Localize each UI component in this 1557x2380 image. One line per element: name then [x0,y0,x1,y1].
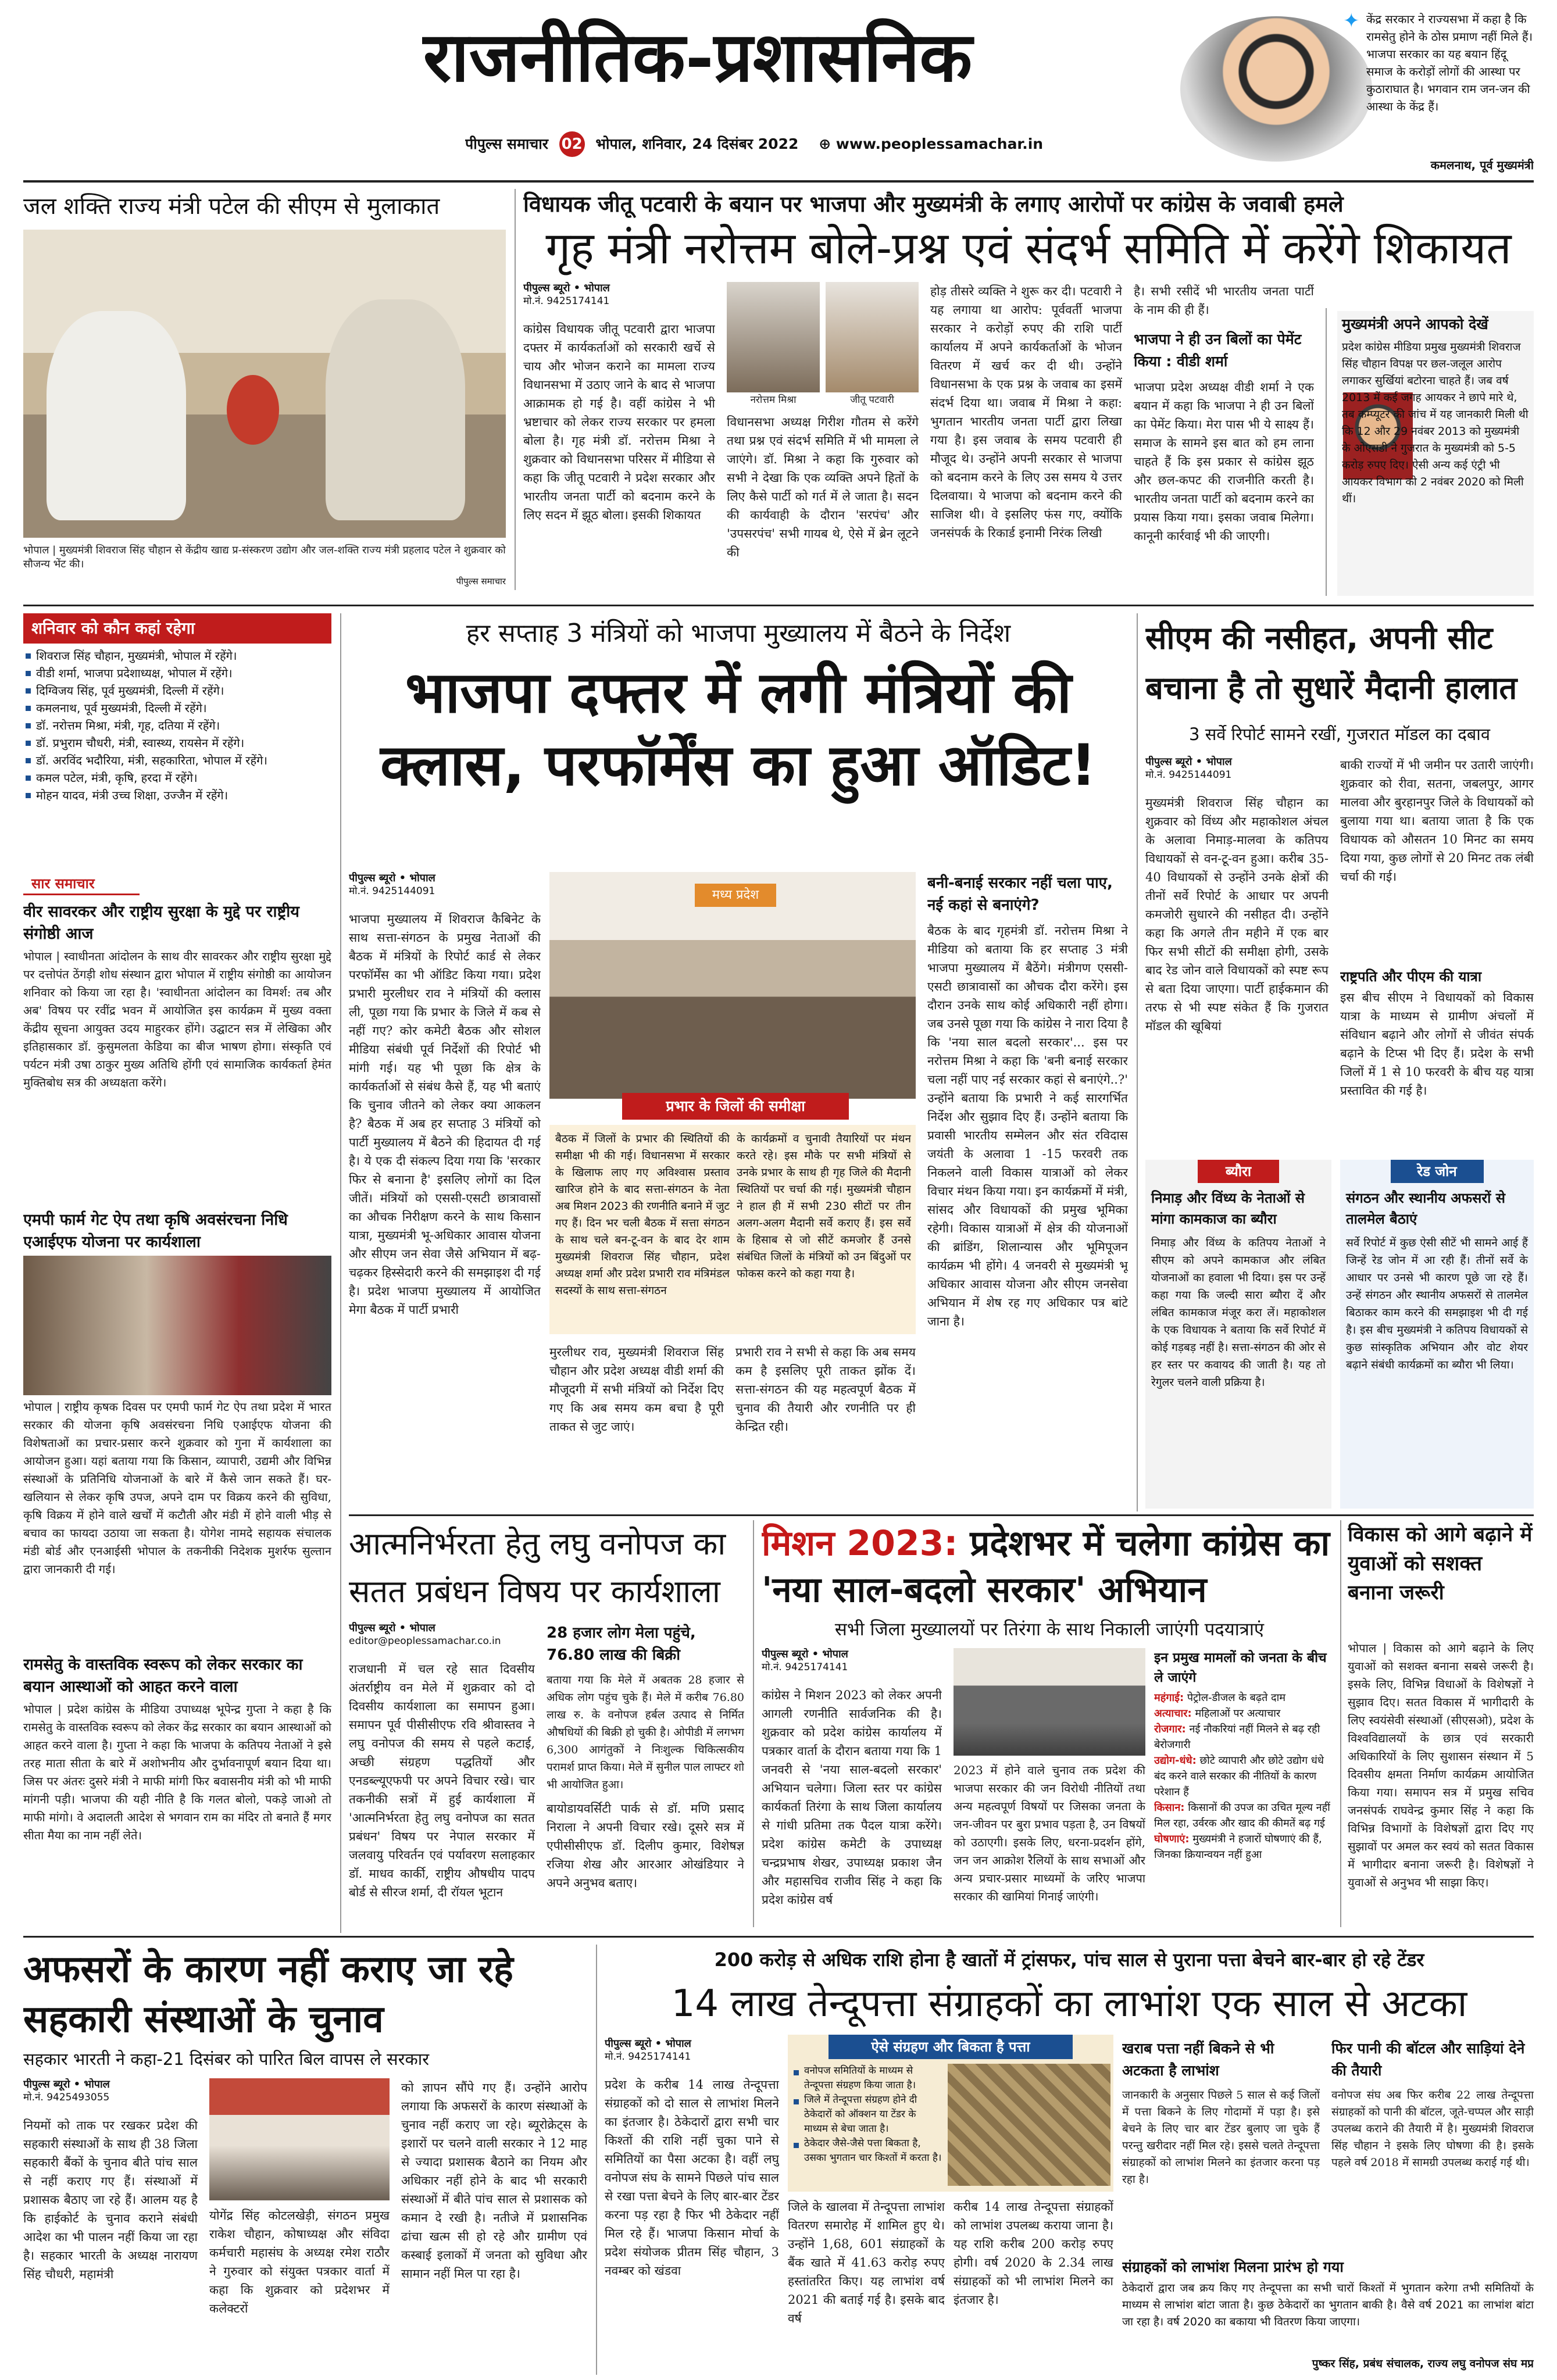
sub-3-title: संग्राहकों को लाभांश मिलना प्रारंभ हो गया [1122,2259,1344,2275]
sahkari-column-1: नियमों को ताक पर रखकर प्रदेश की सहकारी संस्थाओं के साथ ही 38 जिला सहकारी बैंकों के चुनाव बीते पांच साल से नहीं कराए गए हैं। संस्थाओं में प्रशासक बैठाए जा रहे हैं। आलम यह है कि हाईकोर्ट के चुनाव कराने संबंधी आदेश का भी पालन नहीं किया जा रहा है। सहकार भारती के अध्यक्ष नारायण सिंह चौधरी, महामंत्री [23,2118,198,2281]
news-1-title: वीर सावरकर और राष्ट्रीय सुरक्षा के मुद्दे पर राष्ट्रीय संगोष्ठी आज [23,903,299,943]
jitu-caption: जीतू पटवारी [850,394,894,406]
seat-headline: सीएम की नसीहत, अपनी सीट बचाना है तो सुधारें मैदानी हालात [1145,620,1517,706]
van-column-1: राजधानी में चल रहे सात दिवसीय अंतर्राष्ट्रीय वन मेले में शुक्रवार को दो दिवसीय कार्यशाला का समापन हुआ। समापन पूर्व पीसीसीएफ रवि श्रीवास्तव ने लघु वनोपज की समय से पहले कटाई, अच्छी संग्रहण पद्धतियों और एनडब्ल्यूएफपी पर अपने विचार रखे। चार तकनीकी सत्रों में हुई कार्यशाला में 'आत्मनिर्भरता हेतु लघु वनोपज का सतत प्रबंधन' विषय पर नेपाल सरकार में जलवायु परिवर्तन एवं पर्यावरण सलाहकार डॉ. माधव कार्की, राष्ट्रीय औषधीय पादप बोर्ड से सीरज शर्मा, दी रॉयल भूटान [349,1662,535,1899]
website: www.peoplessamachar.in [835,135,1044,152]
process-list [791,2064,942,2165]
list-item: वीडी शर्मा, भाजपा प्रदेशाध्यक्ष, भोपाल में रहेंगे। [23,664,331,682]
mission-byline: पीपुल्स ब्यूरो • भोपाल मो.नं. 9425174141 [762,1648,848,1673]
list-item: उद्योग-धंधे: छोटे व्यापारी और छोटे उद्योग धंधे बंद करने वाले सरकार की नीतियों के कारण परेशान हैं [1154,1754,1324,1798]
sidebar-cm-yourself [1337,311,1534,596]
news-3-text: भोपाल | प्रदेश कांग्रेस के मीडिया उपाध्यक्ष भूपेन्द्र गुप्ता ने कहा है कि रामसेतु के वास्तविक स्वरूप को लेकर केंद्र सरकार का बयान आस्थाओं को आहत करने वाला है। गुप्ता ने कहा कि भाजपा के कतिपय नेताओं ने इसे तरह माता सीता के बारे में अशोभनीय और दुर्भावनापूर्ण बयान दिया था। जिस पर अंतरः दुसरे मंत्री ने माफी मांगी फिर बवासनीय मंत्री को भी माफी मांगनी पड़ी। भाजपा की यही नीति है कि गलत बोलो, पकड़े जाओ तो माफी मांगो। वे अदालती आदेश से भगवान राम का मंदिर तो बनाते हैं मगर सीता मैया का नाम नहीं लेते। [23,1702,331,1842]
redzone-bar: रेड जोन [1391,1160,1484,1183]
section-title: राजनीतिक-प्रशासनिक [423,16,973,97]
main-byline: पीपुल्स ब्यूरो • भोपाल मो.नं. 9425144091 [349,872,435,897]
press-conference-photo [954,1648,1145,1756]
list-item: रोजगार: नई नौकरियां नहीं मिलने से बढ़ रही बेरोजगारी [1154,1723,1320,1751]
column-4: भाजपा प्रदेश अध्यक्ष वीडी शर्मा ने एक बयान में कहा कि भाजपा ने ही उन बिलों का पेमेंट किया। मेरा पास भी ये साक्ष्य हैं। समाज के सामने इस बात को हम लाना चाहते हैं कि इस प्रकार से कांग्रेस झूठ और छल-कपट की राजनीति करती है। भारतीय जनता पार्टी को बदनाम करने का प्रयास किया गया। इसका जवाब मिलेगा। कानूनी कार्रवाई भी की जाएगी। [1134,380,1314,543]
photo-caption: भोपाल | मुख्यमंत्री शिवराज सिंह चौहान से केंद्रीय खाद्य प्र-संस्करण उद्योग और जल-शक्ति राज्य मंत्री प्रहलाद पटेल ने शुक्रवार को सौजन्य भेंट की। [23,544,506,570]
mission-column-2: 2023 में होने वाले चुनाव तक प्रदेश की भाजपा सरकार की जन विरोधी नीतियों तथा अन्य महत्वपूर्ण विषयों पर जिसका जनता के जन-जीवन पर बुरा प्रभाव पड़ता है, उन विषयों को उठाएगी। इसके लिए, धरना-प्रदर्शन होंगे, जन जन आक्रोश रैलियों के साथ सभाओं और अन्य प्रचार-प्रसार माध्यमों के जरिए भाजपा सरकार की खामियां गिनाई जाएंगी। [954,1763,1145,1903]
main-kicker: हर सप्ताह 3 मंत्रियों को भाजपा मुख्यालय में बैठने के निर्देश [466,619,1011,648]
sub-2-title: फिर पानी की बॉटल और साड़ियां देने की तैयारी [1331,2040,1525,2079]
van-column-2: बताया गया कि मेले में अबतक 28 हजार से अधिक लोग पहुंच चुके हैं। मेले में करीब 76.80 लाख रु. के वनोपज हर्बल उत्पाद से निर्मित औषधियों की बिक्री हो चुकी है। ओपीडी में लगभग 6,300 आगंतुकों ने निःशुल्क चिकित्सकीय परामर्श प्राप्त किया। मेले में सुनील पाल लाफ्टर शो भी आयोजित हुआ। [547,1674,744,1791]
saar-bar: सार समाचार [23,872,140,895]
quote-attribution: कमलनाथ, पूर्व मुख्यमंत्री [1430,158,1534,172]
byora-title: निमाड़ और विंध्य के नेताओं से मांगा कामकाज का ब्यौरा [1151,1190,1305,1227]
tendu-kicker: 200 करोड़ से अधिक राशि होना है खातों में ट्रांसफर, पांच साल से पुराना पत्ता बेचने बार-बार हो रहे टेंडर [714,1949,1424,1971]
news-2-title: एमपी फार्म गेट ऐप तथा कृषि अवसंरचना निधि एआईएफ योजना पर कार्यशाला [23,1211,288,1251]
list-item: किसान: किसानों की उपज का उचित मूल्य नहीं मिल रहा, उर्वरक और खाद की कीमतें बढ़ गई [1154,1802,1330,1829]
photo-banner: मध्य प्रदेश [695,884,776,907]
seat-column-3: इस बीच सीएम ने विधायकों को विकास यात्रा के माध्यम से ग्रामीण अंचलों में संविधान बढ़ाने और लोगों से जीवंत संपर्क बढ़ाने के टिप्स भी दिए हैं। प्रदेश के सभी जिलों में 1 से 10 फरवरी के बीच यह यात्रा प्रस्तावित की गई है। [1340,991,1534,1098]
vikas-headline: विकास को आगे बढ़ाने में युवाओं को सशक्त बनाना जरूरी [1348,1523,1533,1604]
sahkari-column-3: को ज्ञापन सौंपे गए हैं। उन्होंने आरोप लगाया कि अफसरों के कारण संस्थाओं के चुनाव नहीं कराए जा रहे। ब्यूरोक्रेट्स के इशारों पर चलने वाली सरकार ने 12 माह से ज्यादा प्रशासक बैठाने का नियम और अधिकार नहीं होने के बाद भी सरकारी संस्थाओं में बीते पांच साल से प्रशासक को कमान दे रखी है। नतीजे में प्रशासनिक ढांचा खत्म सी हो रहे और ग्रामीण एवं कस्बाई इलाकों में जनता को सुविधा और सामान नहीं मिल पा रहा है। [401,2081,587,2281]
masthead [23,5,1534,186]
sub-3-attribution: पुष्कर सिंह, प्रबंध संचालक, राज्य लघु वनोपज संघ मप्र [1312,2357,1534,2370]
prabhar-text-1: बैठक में जिलों के प्रभार की स्थितियों की समीक्षा भी की गई। विधानसभा में सरकार के खिलाफ लाए गए अविश्वास प्रस्ताव खारिज होने के बाद सत्ता-संगठन के नेता अब मिशन 2023 की रणनीति बनाने में जुट गए हैं। दिन भर चली बैठक में सत्ता संगठन के साथ चले बन-टू-वन के बाद देर शाम मुख्यमंत्री शिवराज सिंह चौहान, प्रदेश अध्यक्ष शर्मा और प्रदेश प्रभारी राव मंत्रिमंडल सदस्यों के साथ सत्ता-संगठन [555,1132,730,1297]
van-column-3: बायोडायवर्सिटी पार्क से डॉ. मणि प्रसाद निराला ने अपनी विचार रखे। दूसरे सत्र में एपीसीसीएफ डॉ. दिलीप कुमार, विशेषज्ञ रजिया शेख और आरआर ओखंडियार ने अपने अनुभव बताए। [547,1802,744,1890]
byline: पीपुल्स ब्यूरो • भोपाल मो.नं. 9425174141 [523,282,610,307]
kicker: विधायक जीतू पटवारी के बयान पर भाजपा और मुख्यमंत्री के लगाए आरोपों पर कांग्रेस के जवाबी हमले [523,191,1344,217]
narottam-photo [727,282,820,392]
tendu-leaves-photo [948,2064,1110,2186]
meeting-photo [549,872,916,1099]
sidebar-title: मुख्यमंत्री अपने आपको देखें [1342,316,1488,333]
sub-3-text: ठेकेदारों द्वारा जब क्रय किए गए तेन्दूपत्ता का सभी चारों किश्तों में भुगतान करेगा तभी समितियों के माध्यम से लाभांश बांटा जाता है। कुछ ठेकेदारों का भुगतान बाकी है। वैसे वर्ष 2021 का लाभांश बांटा जा रहा है। वर्ष 2020 का बकाया भी वितरण किया जाएगा। [1122,2282,1534,2328]
mission-column-1: कांग्रेस ने मिशन 2023 को लेकर अपनी आगली रणनीति सार्वजनिक की है। शुक्रवार को प्रदेश कांग्रेस कार्यालय में पत्रकार वार्ता के दौरान बताया गया कि 1 जनवरी से 'नया साल-बदलो सरकार' अभियान चलेगा। जिला स्तर पर कांग्रेस कार्यकर्ता तिरंगा के साथ जिला कार्यालय से गांधी प्रतिमा तक पैदल यात्रा करेंगे। प्रदेश कांग्रेस कमेटी के उपाध्यक्ष चन्द्रप्रभाष शेखर, उपाध्यक्ष प्रकाश जैन और महासचिव राजीव सिंह ने कहा कि प्रदेश कांग्रेस वर्ष [762,1688,942,1907]
sub-2-text: वनोपज संघ अब फिर करीब 22 लाख तेन्दूपत्ता संग्राहकों को पानी की बॉटल, जूते-चप्पल और साड़ी उपलब्ध कराने की तैयारी में है। मुख्यमंत्री शिवराज सिंह चौहान ने इसके लिए घोषणा की है। इसके पहले वर्ष 2018 में सामग्री उपलब्ध कराई गई थी। [1331,2089,1534,2169]
issues-title: इन प्रमुख मामलों को जनता के बीच ले जाएंगे [1154,1650,1327,1685]
sahkari-photo [209,2078,390,2200]
list-item: दिग्विजय सिंह, पूर्व मुख्यमंत्री, दिल्ली में रहेंगे। [23,682,331,699]
seat-column-1: मुख्यमंत्री शिवराज सिंह चौहान का शुक्रवार को विंध्य और महाकोशल अंचल के अलावा निमाड़-मालवा के कतिपय विधायकों से वन-टू-वन हुआ। करीब 35-40 विधायकों से उन्होंने उनके क्षेत्रों की तीनों सर्वे रिपोर्ट के आधार पर अपनी कमजोरी सुधारने की नसीहत दी। उन्होंने कहा कि अगले तीन महीने में एक बार फिर सभी सीटों की समीक्षा होगी, उसके बाद रेड जोन वाले विधायकों को स्पष्ट रूप से बता दिया जाएगा। पार्टी हाईकमान की तरफ से भी स्पष्ट संकेत हैं कि गुजरात मॉडल की खूबियां [1145,796,1329,1033]
main-column-3: प्रभारी राव ने सभी से कहा कि अब समय कम है इसलिए पूरी ताकत झोंक दें। सत्ता-संगठन की यह महत्वपूर्ण बैठक में चुनाव की तैयारी और रणनीति पर ही केन्द्रित रही। [735,1345,916,1434]
byora-box [1145,1160,1331,1509]
list-item: ठेकेदार जैसे-जैसे पत्ता बिकता है, उसका भुगतान चार किश्तों में करता है। [791,2136,942,2165]
prabhar-text-2: के कार्यक्रमों व चुनावी तैयारियों पर मंथन करते रहे। इस मौके पर सभी मंत्रियों से उनके प्रभार के साथ ही गृह जिले की मैदानी स्थितियों पर चर्चा की गई। मुख्यमंत्री चौहान ने हाल ही में सभी 230 सीटों पर तीन अलग-अलग मैदानी सर्वे कराए हैं। इस सर्वे के हिसाब से जो सीटें कमजोर हैं उनसे संबंधित जिलों के मंत्रियों को उन बिंदुओं पर फोकस करने को कहा गया है। [737,1132,911,1280]
van-byline: पीपुल्स ब्यूरो • भोपाल editor@peoplessamachar.co.in [349,1622,501,1647]
tendu-headline: 14 लाख तेन्दूपत्ता संग्राहकों का लाभांश एक साल से अटका [671,1982,1467,2025]
paper-name: पीपुल्स समाचार [465,135,548,152]
vikas-text: भोपाल | विकास को आगे बढ़ाने के लिए युवाओं को सशक्त बनाना सबसे जरूरी है। इसके लिए, विभिन्न विधाओं के विशेषज्ञों ने सुझाव दिए। सतत विकास में भागीदारी के लिए स्वयंसेवी संस्थाओं (सीएसओ), प्रदेश के विश्वविद्यालयों के छात्र एवं सरकारी अधिकारियों के लिए सुशासन संस्थान में 5 दिवसीय क्षमता निर्माण कार्यक्रम आयोजित किया गया। समापन सत्र में प्रमुख सचिव जनसंपर्क राघवेन्द्र कुमार सिंह ने कहा कि विभिन्न विभागों के विशेषज्ञों द्वारा दिए गए सुझावों पर अमल कर स्वयं को सतत विकास में भागीदार बनाना जरूरी है। विशेषज्ञों ने युवाओं से अनुभव भी साझा किए। [1348,1641,1534,1889]
column-4-top: है। सभी रसीदें भी भारतीय जनता पार्टी के नाम की ही हैं। [1134,284,1314,317]
list-item: डॉ. नरोत्तम मिश्रा, मंत्री, गृह, दतिया में रहेंगे। [23,717,331,734]
quote-text: केंद्र सरकार ने राज्यसभा में कहा है कि रामसेतु होने के ठोस प्रमाण नहीं मिले हैं। भाजपा सरकार का यह बयान हिंदू समाज के करोड़ों लोगों की आस्था पर कुठाराघात है। भगवान राम जन-जन की आस्था के केंद्र हैं। [1366,12,1533,113]
sahkari-column-2: योगेंद्र सिंह कोटलखेड़ी, संगठन प्रमुख राकेश चौहान, कोषाध्यक्ष और संविदा कर्मचारी महासंघ के अध्यक्ष रमेश राठौर ने गुरुवार को संयुक्त पत्रकार वार्ता में कहा कि शुक्रवार को प्रदेशभर में कलेक्टरों [209,2209,390,2315]
list-item: कमलनाथ, पूर्व मुख्यमंत्री, दिल्ली में रहेंगे। [23,699,331,717]
redzone-text: सर्वे रिपोर्ट में कुछ ऐसी सीटें भी सामने आई हैं जिन्हें रेड जोन में आ रही हैं। तीनों सर्वे के आधार पर उनसे भी कारण पूछे जा रहे हैं। उन्हें संगठन और स्थानीय अफसरों से तालमेल बिठाकर काम करने की समझाइश भी दी गई है। इस बीच मुख्यमंत्री ने कतिपय विधायकों से कुछ सांस्कृतिक अभियान और वोट शेयर बढ़ाने संबंधी कार्यक्रमों का ब्यौरा भी लिया। [1346,1237,1528,1371]
list-item: अत्याचार: महिलाओं पर अत्याचार [1154,1707,1281,1720]
tendu-byline: पीपुल्स ब्यूरो • भोपाल मो.नं. 9425174141 [605,2038,691,2063]
byora-bar: ब्यौरा [1198,1160,1279,1183]
sidebar-text: प्रदेश कांग्रेस मीडिया प्रमुख मुख्यमंत्री शिवराज सिंह चौहान विपक्ष पर छल-जलूल आरोप लगाकर सुर्खियां बटोरना चाहते हैं। जब वर्ष 2013 में कई जगह आयकर ने छापे मारे थे, तब कम्प्यूटर की जांच में यह जानकारी मिली थी कि 12 और 29 नवंबर 2013 को मुख्यमंत्री के ओएसडी ने गुजरात के मुख्यमंत्री को 5-5 करोड़ रुपए दिए। ऐसी अन्य कई एंट्री भी आयकर विभाग को 2 नवंबर 2020 को मिली थीं। [1342,341,1529,505]
list-item: कमल पटेल, मंत्री, कृषि, हरदा में रहेंगे। [23,769,331,787]
list-item: डॉ. प्रभुराम चौधरी, मंत्री, स्वास्थ्य, रायसेन में रहेंगे। [23,734,331,752]
dateline: भोपाल, शनिवार, 24 दिसंबर 2022 [595,135,799,152]
headline: जल शक्ति राज्य मंत्री पटेल की सीएम से मुलाकात [23,193,440,220]
tendu-column-1: प्रदेश के करीब 14 लाख तेन्दूपत्ता संग्राहकों को दो साल से लाभांश मिलने का इंतजार है। ठेकेदारों द्वारा सभी चार किश्तों की राशि नहीं चुका पाने से समितियों का पैसा अटका है। वहीं लघु वनोपज संघ के सामने पिछले पांच साल से रखा पत्ता बेचने के लिए बार-बार टेंडर करना पड़ रहा है फिर भी ठेकेदार नहीं मिल रहे हैं। भाजपा किसान मोर्चा के प्रदेश संयोजक प्रीतम सिंह चौहान, 3 नवम्बर को खंडवा [605,2078,779,2278]
list-item: वनोपज समितियों के माध्यम से तेन्दूपत्ता संग्रहण किया जाता है। [791,2064,942,2093]
sahkari-byline: पीपुल्स ब्यूरो • भोपाल मो.नं. 9425493055 [23,2078,110,2103]
column-1: कांग्रेस विधायक जीतू पटवारी द्वारा भाजपा दफ्तर में कार्यकर्ताओं को सरकारी खर्चे से चाय और भोजन कराने का मामला राज्य विधानसभा में उठाए जाने के बाद से भाजपा आक्रामक हो गई है। वहीं कांग्रेस ने भी भ्रष्टाचार को लेकर राज्य सरकार पर हमला बोला है। गृह मंत्री डॉ. नरोत्तम मिश्रा ने शुक्रवार को विधानसभा परिसर में मीडिया से कहा कि जीतू पटवारी ने प्रदेश सरकार और भारतीय जनता पार्टी को बदनाम करने के लिए सदन में झूठ बोला। इसकी शिकायत [523,322,715,522]
van-headline: आत्मनिर्भरता हेतु लघु वनोपज का सतत प्रबंधन विषय पर कार्यशाला [349,1525,726,1610]
workshop-photo [23,1256,331,1395]
news-1-text: भोपाल | स्वाधीनता आंदोलन के साथ वीर सावरकर और राष्ट्रीय सुरक्षा मुद्दे पर दत्तोपंत ठेंगड़ी शोध संस्थान द्वारा भोपाल में राष्ट्रीय संगोष्ठी का आयोजन शनिवार को किया जा रहा है। 'स्वाधीनता आंदोलन का विमर्श: तब और अब' विषय पर रवींद्र भवन में आयोजित इस कार्यक्रम में मुख्य वक्ता केंद्रीय सूचना आयुक्त उदय माहुरकर होंगे। उद्घाटन सत्र में लेखिका और इतिहासकार डॉ. कुसुमलता केडिया का बीज भाषण होगा। संस्कृति एवं पर्यटन मंत्री उषा ठाकुर मुख्य अतिथि होंगी एवं सामाजिक कार्यकर्ता हेमंत मुक्तिबोध सत्र की अध्यक्षता करेंगे। [23,949,331,1089]
subhead-vd-sharma: भाजपा ने ही उन बिलों का पेमेंट किया : वीडी शर्मा [1134,331,1302,370]
column-3: होड़ तीसरे व्यक्ति ने शुरू कर दी। पटवारी ने यह लगाया था आरोप: पूर्ववर्ती भाजपा सरकार ने करोड़ों रुपए की राशि पार्टी कार्यालय में अपने कार्यकर्ताओं के भोजन वितरण में खर्च कर दी थी। उन्होंने विधानसभा के एक प्रश्न के जवाब का इसमें संदर्भ दिया था। जवाब में मिश्रा ने कहा: भुगतान भारतीय जनता पार्टी द्वारा लिखा गया है। इस जवाब के समय पटवारी ही मौजूद थे। उन्होंने अपनी सरकार से भाजपा को बदनाम करने के लिए उस समय ये उत्तर दिलवाया। ये भाजपा को बदनाम करने की साजिश थी। वे इसलिए फंस गए, क्योंकि जनसंपर्क के रिकार्ड इनामी निरंक लिखी [930,284,1122,540]
sub-1-text: जानकारी के अनुसार पिछले 5 साल से कई जिलों में पत्ता बिकने के लिए गोदामों में पड़ा है। इसे बेचने के लिए चार बार टेंडर बुलाए जा चुके हैं परन्तु खरीदार नहीं मिल रहे। इससे चलते तेन्दूपत्ता संग्राहकों को लाभांश मिलने का इंतजार करना पड़ रहा है। [1122,2089,1320,2186]
tendu-column-2: जिले के खालवा में तेन्दूपत्ता लाभांश वितरण समारोह में शामिल हुए थे। उन्होंने 1,68, 601 संग्राहकों के बैंक खाते में 41.63 करोड़ रुपए हस्तांतरित किए। यह लाभांश वर्ष 2021 की बताई गई है। इसके बाद वर्ष [788,2200,945,2325]
main-column-4: बैठक के बाद गृहमंत्री डॉ. नरोत्तम मिश्रा ने मीडिया को बताया कि हर सप्ताह 3 मंत्री भाजपा मुख्यालय में बैठेंगे। मंत्रीगण एससी-एसटी छात्रावासों का औचक दौरा करेंगे। इस दौरान उनके साथ कोई अधिकारी नहीं होगा। जब उनसे पूछा गया कि कांग्रेस ने नारा दिया है कि 'नया साल बदलो सरकार'... इस पर नरोत्तम मिश्रा ने कहा कि 'बनी बनाई सरकार चला नहीं पाए नई सरकार कहां से बनाएंगे..?' उन्होंने बताया कि प्रभारी ने कई सारगर्भित निर्देश और सुझाव दिए हैं। उन्होंने बताया कि प्रवासी भारतीय सम्मेलन और संत रविदास जयंती के अलावा 1 -15 फरवरी तक निकलने वाली विकास यात्राओं को लेकर विचार मंथन किया गया। इन कार्यक्रमों में मंत्री, सांसद और विधायकों की प्रमुख भूमिका रहेगी। विकास यात्राओं में क्षेत्र की योजनाओं की ब्रांडिंग, शिलान्यास और भूमिपूजन कार्यक्रम भी होंगे। 4 जनवरी से मुख्यमंत्री भू अधिकार आवास योजना और सीएम जनसेवा अभियान में शेष रह गए अधिकार पत्र बांटे जाना है। [927,924,1128,1328]
mission-headline: मिशन 2023: प्रदेशभर में चलेगा कांग्रेस का 'नया साल-बदलो सरकार' अभियान [762,1523,1330,1610]
main-column-2: मुरलीधर राव, मुख्यमंत्री शिवराज सिंह चौहान और प्रदेश अध्यक्ष वीडी शर्मा की मौजूदगी में सभी मंत्रियों को निर्देश दिए गए कि अब समय कम बचा है पूरी ताकत से जुट जाएं। [549,1345,724,1434]
van-subhead: 28 हजार लोग मेला पहुंचे, 76.80 लाख की बिक्री [547,1624,696,1664]
narottam-caption: नरोत्तम मिश्रा [750,394,797,406]
main-column-1: भाजपा मुख्यालय में शिवराज कैबिनेट के साथ सत्ता-संगठन के प्रमुख नेताओं की बैठक में मंत्रियों के रिपोर्ट कार्ड से लेकर परफॉर्मेंस का भी ऑडिट किया गया। प्रदेश प्रभारी मुरलीधर राव ने मंत्रियों की क्लास ली, पूछा गया कि प्रभार के जिले में कब से नहीं गए? कोर कमेटी बैठक और सोशल मीडिया संबंधी पूर्व निर्देशों की रिपोर्ट भी मांगी गई। यह भी पूछा कि क्षेत्र के कार्यकर्ताओं से संबंध कैसे हैं, यह भी बताएं कि चुनाव जीतने को लेकर क्या आकलन है? बैठक में अब हर सप्ताह 3 मंत्रियों को पार्टी मुख्यालय में बैठने की हिदायत दी गई है। ये एक दी संकल्प दिया गया कि 'सरकार फिर से बनाना है' इसलिए लोगों का दिल जीतें। मंत्रियों को एससी-एसटी छात्रावासों का औचक निरीक्षण करने के साथ किसान यात्रा, मुख्यमंत्री भू-अधिकार आवास योजना और सीएम जन सेवा जैसे अभियान में बढ़-चढ़कर हिस्सेदारी करने की समझाइश दी गई है। प्रदेश भाजपा मुख्यालय में आयोजित मेगा बैठक में पार्टी प्रभारी [349,912,541,1317]
news-2-text: भोपाल | राष्ट्रीय कृषक दिवस पर एमपी फार्म गेट ऐप तथा प्रदेश में भारत सरकार की योजना कृषि अवसंरचना निधि एआईएफ योजना की विशेषताओं का प्रचार-प्रसार करने शुक्रवार को गुना में कार्यशाला का आयोजन हुआ। यहां बताया गया कि किसान, व्यापारी, उद्यमी और विभिन्न संस्थाओं के प्रतिनिधि योजनाओं के बारे में कैसे जान सकते हैं। घर-खलियान से लेकर कृषि उपज, अपने दाम पर विक्रय करने की सुविधा, कृषि विक्रय में होने वाले खर्चों में कटौती और मंडी में होने वाली भीड़ से बचाव का फायदा उठाया जा सकता है। योगेश नामदे सहायक संचालक मंडी बोर्ड और एनआईसी भोपाल के तकनीकी निदेशक मुशर्रफ सुल्तान द्वारा जानकारी दी गई। [23,1400,331,1576]
sahkari-deck: सहकार भारती ने कहा-21 दिसंबर को पारित बिल वापस ले सरकार [23,2049,430,2069]
seat-deck: 3 सर्वे रिपोर्ट सामने रखीं, गुजरात मॉडल का दबाव [1189,724,1490,744]
narottam-subhead: बनी-बनाई सरकार नहीं चला पाए, नई कहां से बनाएंगे? [927,874,1113,914]
jitu-photo [826,282,919,392]
news-3-title: रामसेतु के वास्तविक स्वरूप को लेकर सरकार का बयान आस्थाओं को आहत करने वाला [23,1656,303,1696]
list-item: घोषणाएं: मुख्यमंत्री ने हजारों घोषणाएं की हैं, जिनका क्रियान्वयन नहीं हुआ [1154,1833,1322,1861]
redzone-box [1340,1160,1534,1509]
left-column [23,613,331,1933]
list-item: महंगाई: पेट्रोल-डीजल के बढ़ते दाम [1154,1692,1286,1704]
mission-deck: सभी जिला मुख्यालयों पर तिरंगा के साथ निकाली जाएंगी पदयात्राएं [834,1619,1265,1640]
globe-icon: ⊕ [819,135,831,152]
list-item: डॉ. अरविंद भदौरिया, मंत्री, सहकारिता, भोपाल में रहेंगे। [23,752,331,769]
redzone-title: संगठन और स्थानीय अफसरों से तालमेल बैठाएं [1346,1190,1505,1227]
meeting-photo [23,230,506,538]
seat-subhead: राष्ट्रपति और पीएम की यात्रा [1340,969,1482,985]
tendu-column-3: करीब 14 लाख तेन्दूपत्ता संग्राहकों को लाभांश उपलब्ध कराया जाना है। यह राशि करीब 200 करोड़ रुपए होगी। वर्ष 2020 के 2.34 लाख संग्राहकों को भी लाभांश मिलने का इंतजार है। [954,2200,1113,2307]
headline: गृह मंत्री नरोत्तम बोले-प्रश्न एवं संदर्भ समिति में करेंगे शिकायत [545,222,1512,274]
issues-box [1154,1648,1337,1927]
sub-1-title: खराब पत्ता नहीं बिकने से भी अटकता है लाभांश [1122,2040,1274,2079]
prabhar-bar: प्रभार के जिलों की समीक्षा [622,1093,849,1120]
list-item: शिवराज सिंह चौहान, मुख्यमंत्री, भोपाल में रहेंगे। [23,647,331,664]
column-2: विधानसभा अध्यक्ष गिरीश गौतम से करेंगे तथा प्रश्न एवं संदर्भ समिति में भी मामला ले जाएंगे। डॉ. मिश्रा ने कहा कि गुरुवार को सभी ने देखा कि एक व्यक्ति अपने हितों के लिए कैसे पार्टी को गर्त में ले जाता है। सदन की कार्यवाही के दौरान 'सरपंच' और 'उपसरपंच' सभी गायब थे, ऐसे में ब्रेन लूटने की [727,415,919,559]
process-title: ऐसे संग्रहण और बिकता है पत्ता [829,2035,1073,2059]
main-headline: भाजपा दफ्तर में लगी मंत्रियों की क्लास, परफॉर्मेंस का हुआ ऑडिट! [380,660,1097,799]
seat-byline: पीपुल्स ब्यूरो • भोपाल मो.नं. 9425144091 [1145,756,1232,781]
seat-column-2: बाकी राज्यों में भी जमीन पर उतारी जाएंगी। शुक्रवार को रीवा, सतना, जबलपुर, आगर मालवा और बुरहानपुर जिले के विधायकों को बुलाया गया था। बताया जाता है कि एक विधायक को औसतन 10 मिनट का समय दिया गया, कुछ लोगों से 20 मिनट तक लंबी चर्चा की गई। [1340,758,1534,884]
prabhar-box [549,1125,916,1334]
photo-credit: पीपुल्स समाचार [456,576,506,587]
issues-list [1154,1690,1337,1863]
kamalnath-photo [1180,16,1372,162]
twitter-icon: ✦ [1343,9,1360,33]
list-item: मोहन यादव, मंत्री उच्च शिक्षा, उज्जैन में रहेंगे। [23,787,331,804]
list-item: जिले में तेन्दूपत्ता संग्रहण होने दी ठेकेदारों को ऑक्शन या टेंडर के माध्यम से बेचा जाता है। [791,2093,942,2136]
who-where-title: शनिवार को कौन कहां रहेगा [23,613,331,644]
tendu-process-box [788,2035,1113,2192]
page-number: 02 [559,131,585,157]
who-where-list [23,647,331,804]
byora-text: निमाड़ और विंध्य के कतिपय नेताओं ने सीएम को अपने कामकाज और लंबित योजनाओं का हवाला भी दिया। इस पर उन्हें कहा गया कि जल्दी सारा ब्यौरा दें और लंबित कामकाज मंजूर करा लें। महाकोशल के एक विधायक ने बताया कि सर्वे रिपोर्ट में कोई गड़बड़ नहीं है। सत्ता-संगठन की ओर से हर स्तर पर कवायद की जाती है। यह तो रेगुलर चलने वाली प्रक्रिया है। [1151,1237,1326,1389]
sahkari-headline: अफसरों के कारण नहीं कराए जा रहे सहकारी संस्थाओं के चुनाव [23,1948,513,2041]
